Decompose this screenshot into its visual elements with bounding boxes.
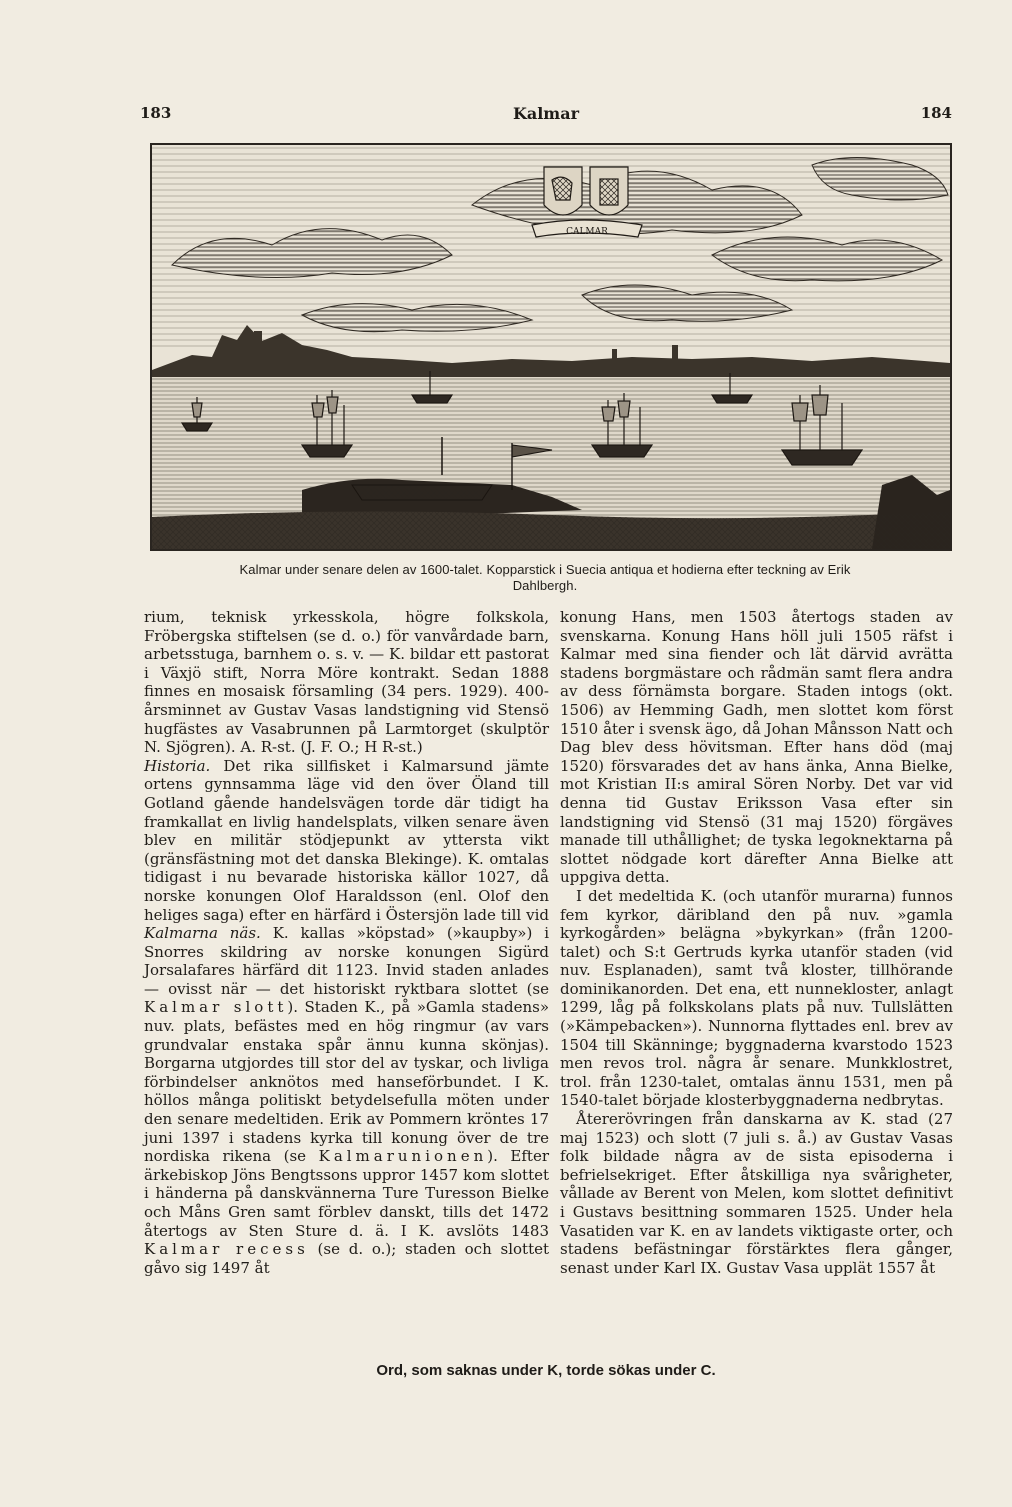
kalmar-recess-ref: Kalmar recess — [144, 1240, 309, 1259]
page-title: Kalmar — [512, 104, 580, 123]
page-number-left: 183 — [140, 104, 172, 122]
kalmarna-nas: Kalmarna näs. — [144, 924, 261, 943]
right-paragraph-1: konung Hans, men 1503 återtogs staden av svenskarna. Konung Hans höll juli 1505 räfst i Kalmar med sina fiender och lät därvid avrätta stadens borgmästare och rådmän samt flera andra av dess förnämsta borgare. Staden intogs (okt. 1506) av Hemming Gadh, men slottet kom först 1510 åter i svensk ägo, då Johan Månsson Natt och Dag blev dess hövitsman. Efter hans död (maj 1520) försvarades det av hans änka, Anna Bielke, mot Kristian II:s amiral Sören Norby. Det var vid denna tid Gustav Eriksson Vasa efter sin landstigning vid Stensö (31 maj 1520) förgäves manade till uthållighet; de tyska legoknektarna på slottet nödgade kort därefter Anna Bielke att uppgiva detta. — [560, 608, 953, 887]
left-text-part-e: (se d. o.); staden och slottet gåvo sig 1497 åt — [144, 1240, 550, 1277]
historia-heading: Historia. — [144, 756, 211, 775]
footer-note: Ord, som saknas under K, torde sökas under C. — [376, 1362, 716, 1379]
running-header — [140, 104, 952, 130]
engraving-illustration — [152, 145, 950, 549]
kalmarunionen-ref: Kalmarunionen — [318, 1147, 488, 1166]
figure-caption — [134, 562, 956, 594]
svg-text:CALMAR: CALMAR — [566, 227, 608, 237]
right-paragraph-2: I det medeltida K. (och utanför murarna) funnos fem kyrkor, däribland den på nuv. »gamla kyrkogården» belägna »bykyrkan» (från 1200-talet) och S:t Gertruds kyrka utanför staden (vid nuv. Esplanaden), samt två kloster, tillhörande dominikanorden. Det ena, ett nunnekloster, anlagt 1299, låg på folkskolans plats på nuv. Tullslätten (»Kämpebacken»). Nunnorna flyttades enl. brev av 1504 till Skänninge; byggnaderna kvarstodo 1523 men revos trol. några år senare. Munkklostret, trol. från 1230-talet, omtalas ännu 1531, men på 1540-talet började klosterbyggnaderna nedbrytas. — [560, 886, 953, 1110]
right-column — [560, 608, 953, 1277]
kalmar-slott-ref: Kalmar slott — [144, 998, 288, 1017]
left-text-part-d: ). Efter ärkebiskop Jöns Bengtssons uppror 1457 kom slottet i händerna på danskvännerna Ture Turesson Bielke och Måns Gren samt förblev danskt, tills det 1472 återtogs av Sten Sture d. ä. I K. avslöts 1483 — [144, 1147, 549, 1240]
left-paragraph-1: rium, teknisk yrkesskola, högre folkskola, Fröbergska stiftelsen (se d. o.) för vanvårdade barn, arbetsstuga, barnhem o. s. v. — K. bildar ett pastorat i Växjö stift, Norra Möre kontrakt. Sedan 1888 finnes en mosaisk församling (34 pers. 1929). 400-årsminnet av Gustav Vasas landstigning vid Stensö hugfästes av Vasabrunnen på Larmtorget (skulptör N. Sjögren). A. R-st. (J. F. O.; H R-st.) — [144, 608, 549, 757]
left-text-part-b: K. kallas »köpstad» (»kaupby») i Snorres skildring av norske konungen Sigürd Jorsalafares härfärd dit 1123. Invid staden anlades — ovisst när — det historiskt ryktbara slottet (se — [144, 924, 549, 998]
left-paragraph-2 — [144, 757, 549, 1278]
right-paragraph-3: Återerövringen från danskarna av K. stad (27 maj 1523) och slott (7 juli s. å.) av Gustav Vasas folk bildade några av de sista episoderna i befrielsekriget. Efter åtskilliga nya svårigheter, vållade av Berent von Melen, kom slottet definitivt i Gustavs besittning sommaren 1525. Under hela Vasatiden var K. en av landets viktigaste orter, och stadens befästningar förstärktes flera gånger, senast under Karl IX. Gustav Vasa upplät 1557 åt — [560, 1110, 953, 1277]
left-text-part-a: Det rika sillfisket i Kalmarsund jämte ortens gynnsamma läge vid den över Öland till Gotland gående handelsvägen torde där tidigt ha framkallat en livlig handelsplats, vilken senare även blev en militär stödjepunkt av yttersta vikt (gränsfästning mot det danska Blekinge). K. omtalas tidigast i nu bevarade historiska källor 1027, då norske konungen Olof Haraldsson (enl. Olof den heliges saga) efter en härfärd i Östersjön lade till vid — [144, 756, 549, 924]
left-column — [144, 608, 549, 1277]
caption-line-2: Dahlbergh. — [512, 578, 578, 593]
left-text-part-c: ). Staden K., på »Gamla stadens» nuv. plats, befästes med en hög ringmur (av vars grundvalar enstaka spår ännu kunna skönjas). Borgarna utgjordes till stor del av tyskar, och livliga förbindelser anknötos med hanseförbundet. I K. höllos många politiskt betydelsefulla möten under den senare medeltiden. Erik av Pommern kröntes 17 juni 1397 i stadens kyrka till konung över de tre nordiska rikena (se — [144, 998, 549, 1166]
caption-line-1: Kalmar under senare delen av 1600-talet. Kopparstick i Suecia antiqua et hodierna efter teckning av Erik — [239, 562, 851, 577]
kalmar-engraving — [150, 143, 952, 551]
page-number-right: 184 — [920, 104, 952, 122]
